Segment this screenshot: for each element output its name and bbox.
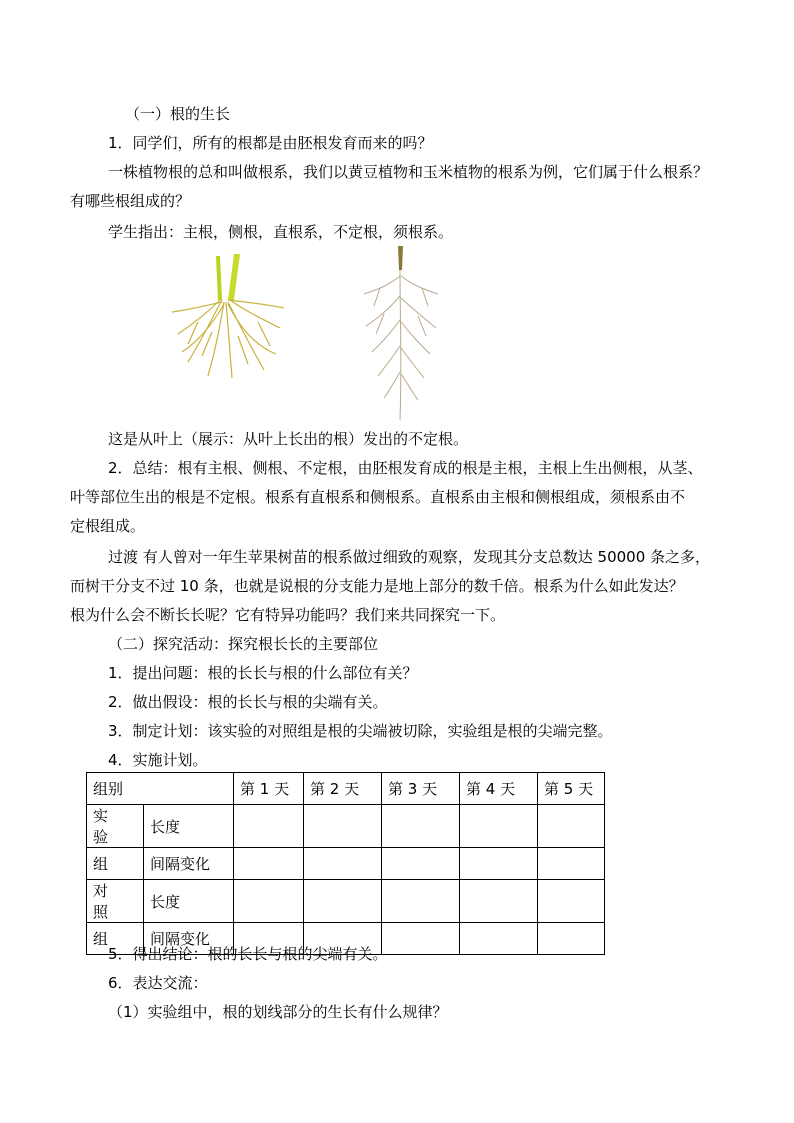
line-student-answer: 学生指出：主根，侧根，直根系，不定根，须根系。 (108, 223, 454, 241)
header-day-2: 第 2 天 (304, 773, 382, 805)
line-transition-1: 过渡 有人曾对一年生苹果树苗的根系做过细致的观察，发现其分支总数达 50000 条之多， (108, 548, 711, 566)
line-question-2: （1）实验组中，根的划线部分的生长有什么规律？ (108, 1003, 448, 1021)
group-control-bottom: 组 (87, 923, 144, 955)
line-summary-2: 叶等部位生出的根是不定根。根系有直根系和侧根系。直根系由主根和侧根组成，须根系由不 (70, 488, 686, 506)
line-step-5: 5．得出结论：根的长长与根的尖端有关。 (108, 945, 388, 963)
line-root-system-cont: 有哪些根组成的？ (70, 192, 191, 210)
row-length-label: 长度 (144, 805, 234, 848)
row-change-label: 间隔变化 (144, 923, 234, 955)
line-summary-3: 定根组成。 (70, 517, 146, 535)
line-summary-1: 2．总结：根有主根、侧根、不定根，由胚根发育成的根是主根，主根上生出侧根，从茎、 (108, 459, 703, 477)
table-cell (382, 848, 460, 880)
group-experimental-bottom: 组 (87, 848, 144, 880)
table-cell (538, 880, 605, 923)
header-day-1: 第 1 天 (234, 773, 304, 805)
table-cell (460, 923, 538, 955)
table-cell (234, 880, 304, 923)
table-cell (538, 805, 605, 848)
line-transition-2: 而树干分支不过 10 条，也就是说根的分支能力是地上部分的数千倍。根系为什么如此发达？ (70, 577, 684, 595)
line-step-2: 2．做出假设：根的长长与根的尖端有关。 (108, 693, 388, 711)
table-cell (460, 880, 538, 923)
table-row (87, 848, 605, 880)
group-control-top: 对照 (87, 880, 144, 923)
taproot-image (360, 246, 440, 422)
table-cell (460, 848, 538, 880)
line-heading-2: （二）探究活动：探究根长长的主要部位 (108, 635, 379, 653)
table-cell (460, 805, 538, 848)
header-day-4: 第 4 天 (460, 773, 538, 805)
line-step-4: 4．实施计划。 (108, 751, 208, 769)
table-cell (234, 848, 304, 880)
line-question-1: 1．同学们，所有的根都是由胚根发育而来的吗？ (108, 134, 433, 152)
table-cell (234, 805, 304, 848)
table-row (87, 880, 605, 923)
table-cell (538, 923, 605, 955)
line-transition-3: 根为什么会不断长长呢？它有特异功能吗？我们来共同探究一下。 (70, 606, 506, 624)
line-step-6: 6．表达交流： (108, 974, 208, 992)
line-step-1: 1．提出问题：根的长长与根的什么部位有关？ (108, 664, 418, 682)
fibrous-root-image (168, 252, 288, 380)
group-experimental-top: 实验 (87, 805, 144, 848)
table-cell (538, 848, 605, 880)
table-cell (304, 880, 382, 923)
row-length-label: 长度 (144, 880, 234, 923)
table-cell (304, 805, 382, 848)
table-cell (382, 805, 460, 848)
header-day-5: 第 5 天 (538, 773, 605, 805)
table-cell (382, 880, 460, 923)
table-cell (382, 923, 460, 955)
table-header-row (87, 773, 605, 805)
line-adventitious-root: 这是从叶上（展示：从叶上长出的根）发出的不定根。 (108, 430, 469, 448)
header-day-3: 第 3 天 (382, 773, 460, 805)
experiment-table (86, 772, 605, 955)
line-step-3: 3．制定计划：该实验的对照组是根的尖端被切除，实验组是根的尖端完整。 (108, 722, 613, 740)
table-row (87, 805, 605, 848)
line-root-system: 一株植物根的总和叫做根系，我们以黄豆植物和玉米植物的根系为例，它们属于什么根系？ (108, 163, 709, 181)
row-change-label: 间隔变化 (144, 848, 234, 880)
header-group: 组别 (87, 773, 234, 805)
line-heading-1: （一）根的生长 (125, 105, 231, 123)
table-cell (304, 848, 382, 880)
